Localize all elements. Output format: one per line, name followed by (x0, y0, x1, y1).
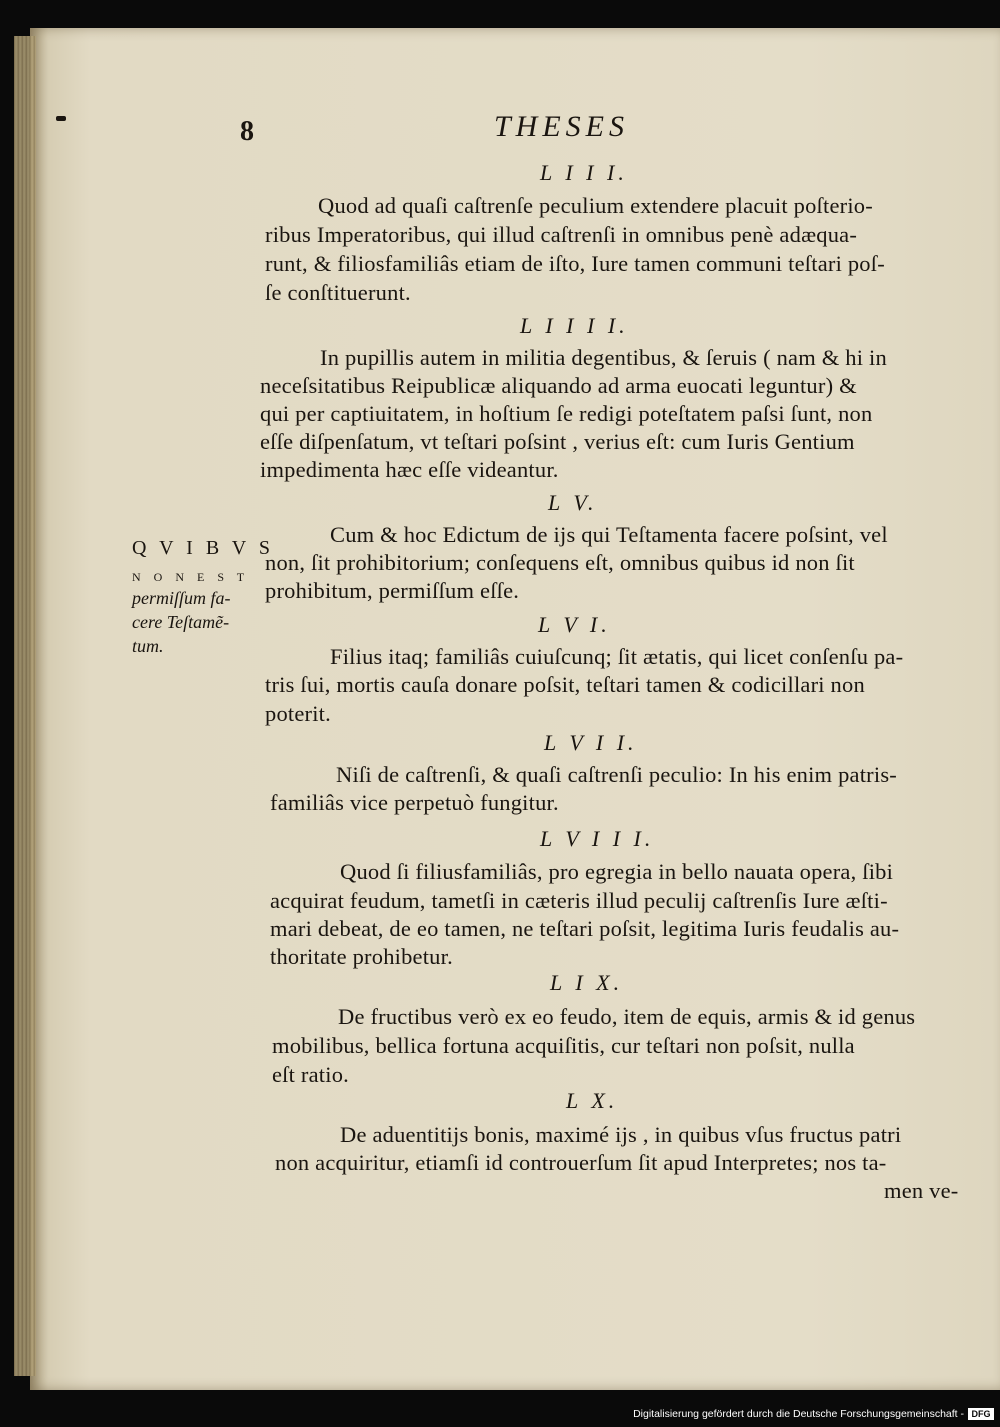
margin-mark (56, 116, 66, 121)
thesis-number: L V. (548, 490, 598, 515)
text-line: tris ſui, mortis cauſa donare poſsit, teſtari tamen & codicillari non (265, 672, 865, 697)
text-line: poterit. (265, 701, 331, 726)
text-line: De fructibus verò ex eo feudo, item de equis, armis & id genus (338, 1004, 916, 1029)
dfg-logo-icon: DFG (968, 1408, 994, 1420)
text-line: non acquiritur, etiamſi id controuerſum ſit apud Interpretes; nos ta- (275, 1150, 887, 1175)
text-line: ribus Imperatoribus, qui illud caſtrenſi in omnibus penè adæqua- (265, 222, 858, 247)
thesis-number: L I I I. (540, 160, 628, 185)
margin-note-line: cere Teſtamẽ- (132, 612, 230, 632)
text-line: non, ſit prohibitorium; conſequens eſt, omnibus quibus id non ſit (265, 550, 855, 575)
text-line: qui per captiuitatem, in hoſtium ſe redigi poteſtatem paſsi ſunt, non (260, 401, 873, 426)
text-line: Niſi de caſtrenſi, & quaſi caſtrenſi peculio: In his enim patris- (336, 762, 897, 787)
page-number: 8 (240, 116, 254, 147)
text-line: familiâs vice perpetuò fungitur. (270, 790, 559, 815)
margin-note-line: tum. (132, 636, 164, 656)
text-line: mobilibus, bellica fortuna acquiſitis, cur teſtari non poſsit, nulla (272, 1033, 855, 1058)
margin-note-subheading: N O N E S T (132, 570, 250, 584)
thesis-number: L I I I I. (520, 313, 629, 338)
margin-note-line: permiſſum fa- (132, 588, 231, 608)
thesis-number: L V I I. (544, 730, 638, 755)
text-line: Filius itaq; familiâs cuiuſcunq; ſit ætatis, qui licet conſenſu pa- (330, 644, 904, 669)
text-line: eſt ratio. (272, 1062, 349, 1087)
text-line: Quod ſi filiusfamiliâs, pro egregia in bello nauata opera, ſibi (340, 859, 894, 884)
text-line: thoritate prohibetur. (270, 944, 453, 969)
text-line: De aduentitijs bonis, maximé ijs , in quibus vſus fructus patri (340, 1122, 902, 1147)
page-edges (14, 36, 36, 1376)
running-head: THESES (494, 110, 629, 143)
text-line: mari debeat, de eo tamen, ne teſtari poſsit, legitima Iuris feudalis au- (270, 916, 900, 941)
margin-note-heading: Q V I B V S (132, 537, 275, 559)
footer-credit-text: Digitalisierung gefördert durch die Deutsche Forschungsgemeinschaft - (633, 1408, 964, 1420)
text-line: eſſe diſpenſatum, vt teſtari poſsint , verius eſt: cum Iuris Gentium (260, 429, 855, 454)
catchword: men ve- (884, 1178, 959, 1203)
thesis-number: L V I I I. (540, 826, 655, 851)
thesis-number: L I X. (550, 970, 624, 995)
text-line: In pupillis autem in militia degentibus, & ſeruis ( nam & hi in (320, 345, 887, 370)
text-line: Quod ad quaſi caſtrenſe peculium extendere placuit poſterio- (318, 193, 873, 218)
text-line: Cum & hoc Edictum de ijs qui Teſtamenta facere poſsint, vel (330, 522, 888, 547)
footer-credit (633, 1407, 994, 1421)
thesis-number: L V I. (538, 612, 611, 637)
text-line: prohibitum, permiſſum eſſe. (265, 578, 520, 603)
text-line: neceſsitatibus Reipublicæ aliquando ad arma euocati leguntur) & (260, 373, 857, 398)
text-line: ſe conſtituerunt. (265, 280, 411, 305)
thesis-number: L X. (566, 1088, 619, 1113)
text-line: impedimenta hæc eſſe videantur. (260, 457, 559, 482)
text-line: acquirat feudum, tametſi in cæteris illud peculij caſtrenſis Iure æſti- (270, 888, 888, 913)
text-line: runt, & filiosfamiliâs etiam de iſto, Iure tamen communi teſtari poſ- (265, 251, 885, 276)
